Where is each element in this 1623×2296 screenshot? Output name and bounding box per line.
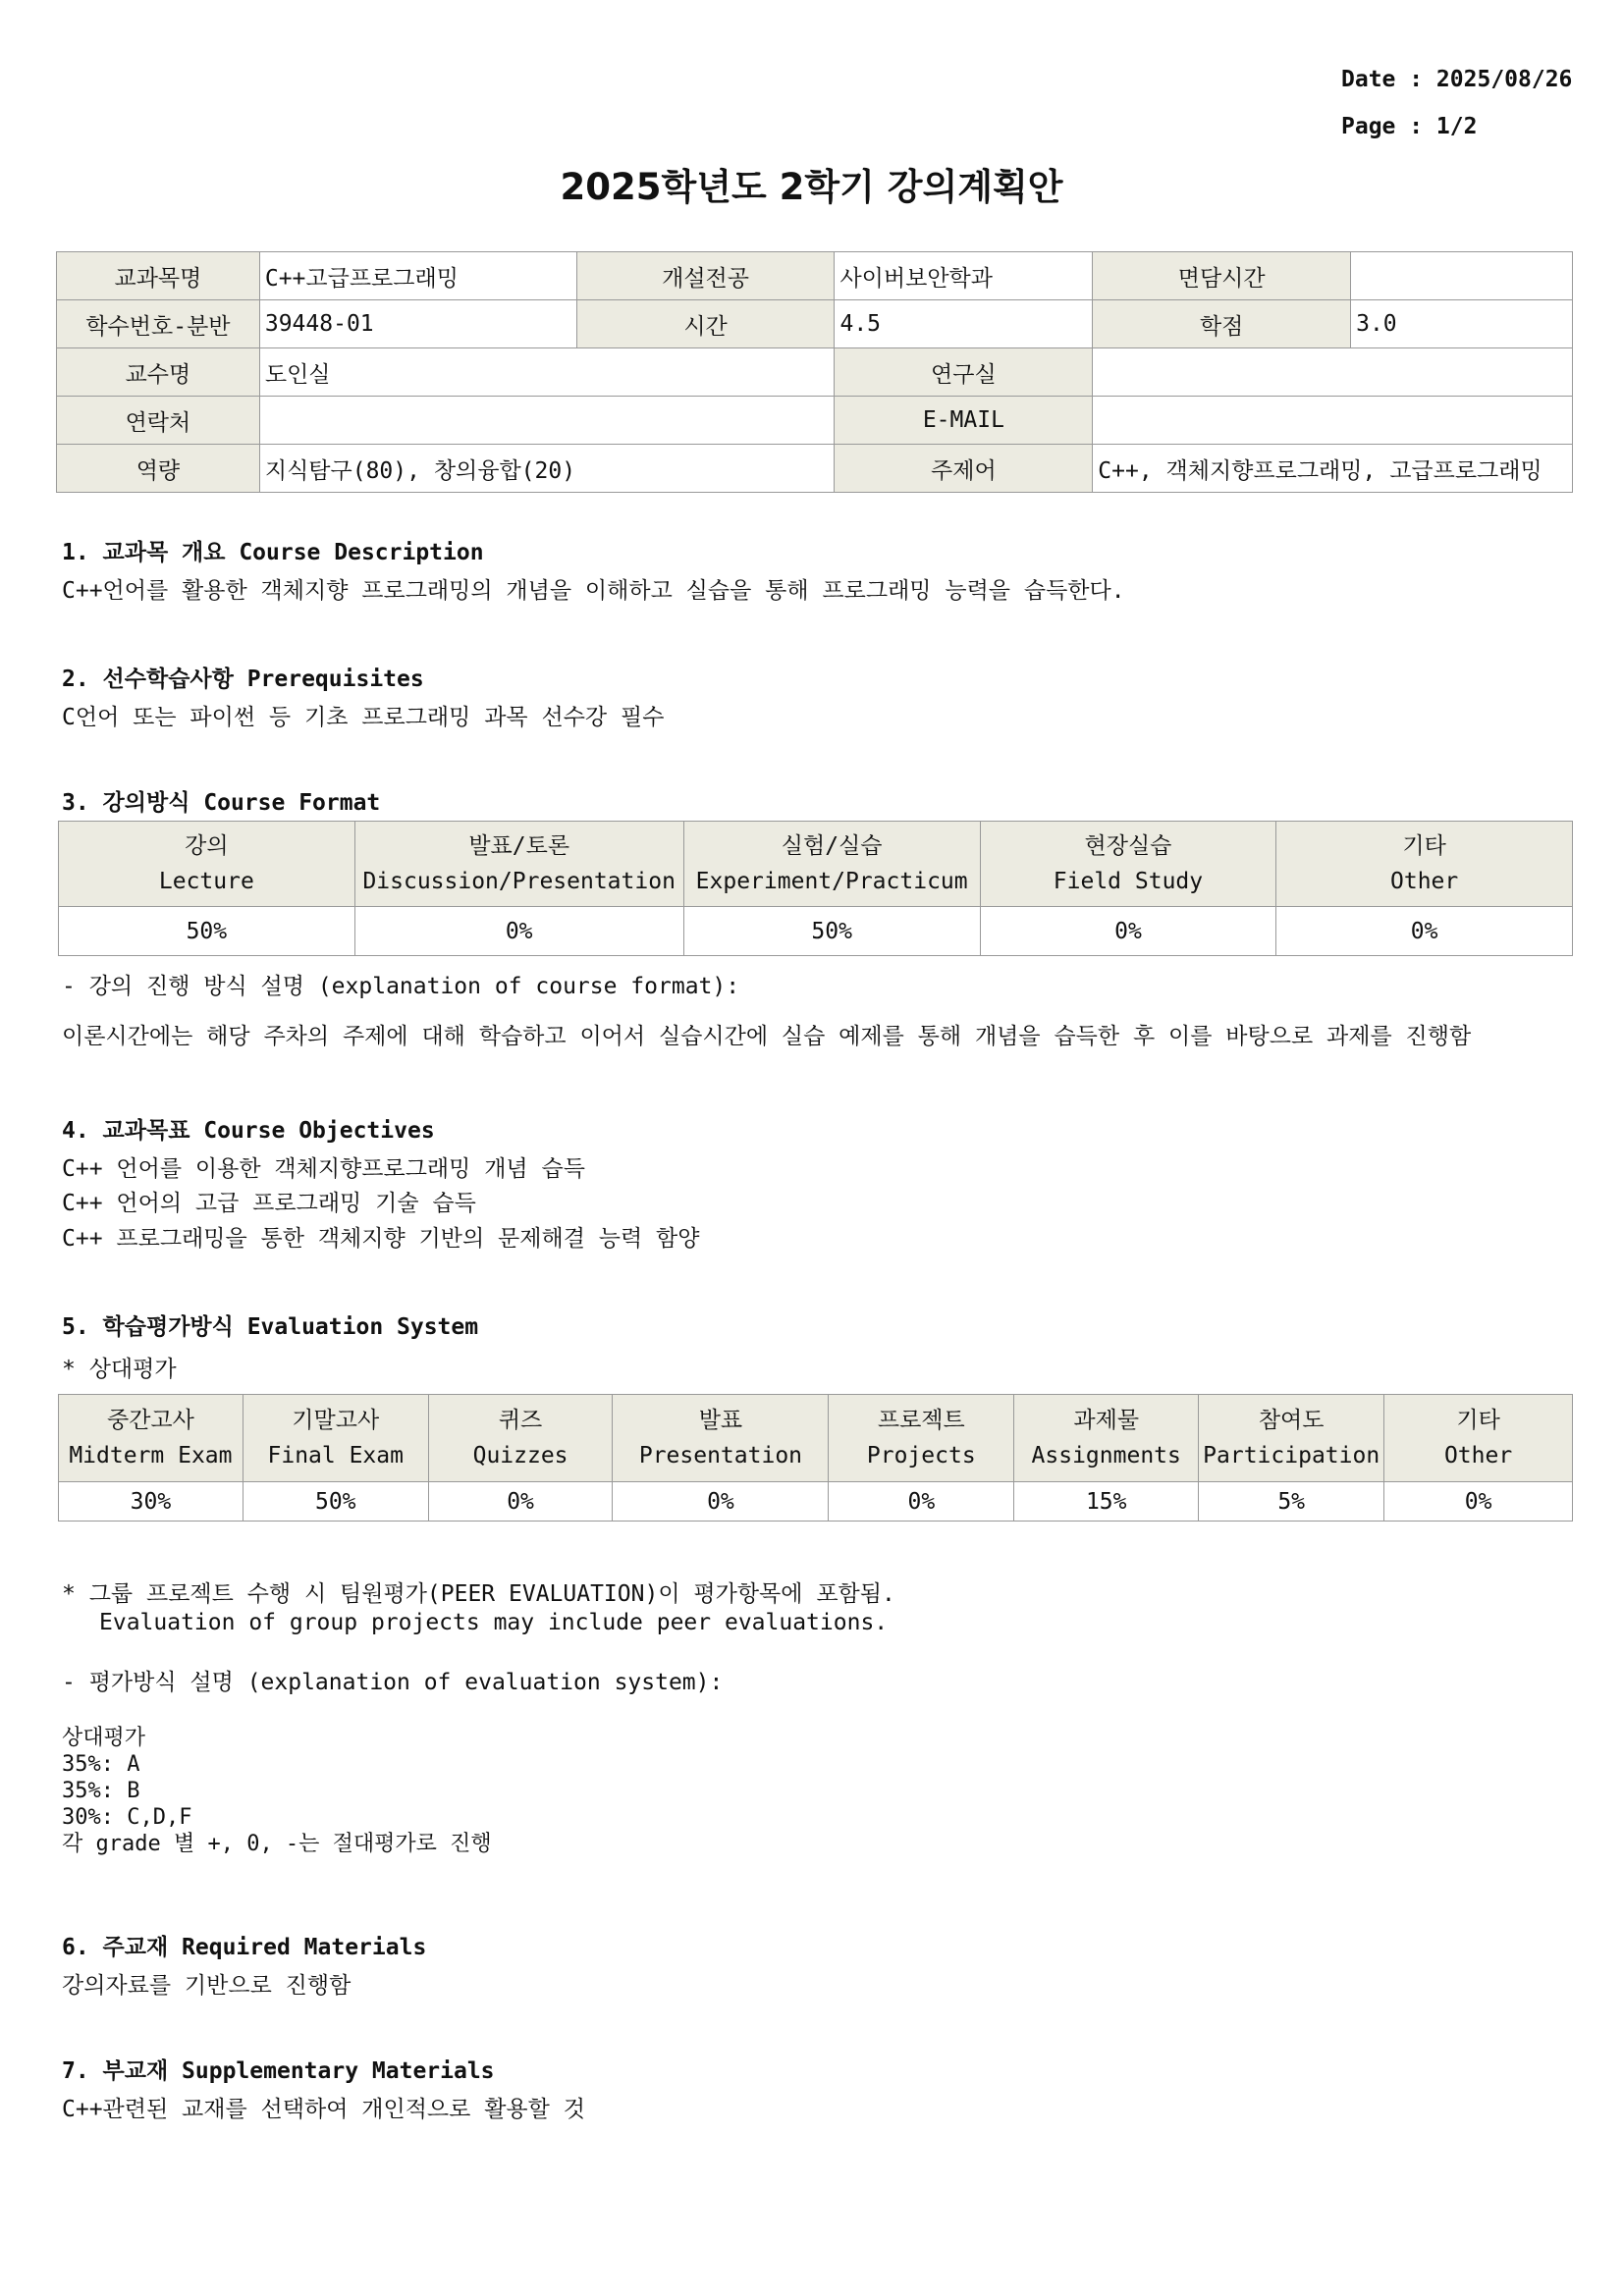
info-row [57,397,1573,445]
office-hours [1351,252,1573,300]
dept: 사이버보안학과 [835,252,1093,300]
office-label: 연구실 [835,348,1093,397]
format-explain-label: - 강의 진행 방식 설명 (explanation of course format): [62,974,740,999]
evaluation-value: 15% [1014,1482,1199,1522]
section-7-body: C++관련된 교재를 선택하여 개인적으로 활용할 것 [62,2097,585,2122]
hours: 4.5 [835,300,1093,348]
course-name: C++고급프로그래밍 [259,252,576,300]
evaluation-header: 기말고사 Final Exam [243,1395,428,1482]
page-number: Page : 1/2 [1341,114,1478,139]
format-header: 강의 Lecture [59,822,355,907]
evaluation-value-row [59,1482,1573,1522]
section-2-heading: 2. 선수학습사항 Prerequisites [62,667,424,692]
section-2-body: C언어 또는 파이썬 등 기초 프로그래밍 과목 선수강 필수 [62,705,665,730]
contact-label: 연락처 [57,397,260,445]
evaluation-header: 참여도 Participation [1199,1395,1384,1482]
evaluation-value: 5% [1199,1482,1384,1522]
format-value-row [59,907,1573,956]
course-no: 39448-01 [259,300,576,348]
section-7-heading: 7. 부교재 Supplementary Materials [62,2058,495,2084]
evaluation-header: 중간고사 Midterm Exam [59,1395,243,1482]
evaluation-value: 0% [829,1482,1014,1522]
email [1093,397,1573,445]
format-header-row [59,822,1573,907]
evaluation-value: 30% [59,1482,243,1522]
hours-label: 시간 [576,300,835,348]
format-value: 0% [354,907,683,956]
section-1-body: C++언어를 활용한 객체지향 프로그래밍의 개념을 이해하고 실습을 통해 프로그래밍 능력을 습득한다. [62,578,1125,604]
professor: 도인실 [259,348,835,397]
info-row [57,445,1573,493]
section-4-heading: 4. 교과목표 Course Objectives [62,1118,435,1144]
evaluation-explain-label: - 평가방식 설명 (explanation of evaluation system): [62,1670,724,1695]
section-5-heading: 5. 학습평가방식 Evaluation System [62,1314,479,1340]
keywords: C++, 객체지향프로그래밍, 고급프로그래밍 [1093,445,1573,493]
evaluation-header: 퀴즈 Quizzes [428,1395,613,1482]
evaluation-value: 0% [1384,1482,1573,1522]
format-explain: 이론시간에는 해당 주차의 주제에 대해 학습하고 이어서 실습시간에 실습 예제를 통해 개념을 습득한 후 이를 바탕으로 과제를 진행함 [62,1024,1472,1049]
page-title: 2025학년도 2학기 강의계획안 [560,166,1063,208]
contact [259,397,835,445]
office [1093,348,1573,397]
course-info-table [56,251,1573,493]
format-value: 50% [59,907,355,956]
evaluation-note: * 상대평가 [62,1357,177,1382]
competency: 지식탐구(80), 창의융합(20) [259,445,835,493]
peer-evaluation-note: * 그룹 프로젝트 수행 시 팀원평가(PEER EVALUATION)이 평가항목에 포함됨. [62,1581,895,1607]
grading-scheme: 상대평가 35%: A 35%: B 30%: C,D,F 각 grade 별 +, 0, -는 절대평가로 진행 [62,1726,492,1856]
format-header: 발표/토론 Discussion/Presentation [354,822,683,907]
objective-item: C++ 프로그래밍을 통한 객체지향 기반의 문제해결 능력 함양 [62,1226,700,1252]
course-name-label: 교과목명 [57,252,260,300]
evaluation-header: 기타 Other [1384,1395,1573,1482]
evaluation-header: 과제물 Assignments [1014,1395,1199,1482]
section-1-heading: 1. 교과목 개요 Course Description [62,540,484,565]
evaluation-table [58,1394,1573,1522]
doc-date: Date : 2025/08/26 [1341,67,1573,92]
format-value: 0% [980,907,1276,956]
format-header: 현장실습 Field Study [980,822,1276,907]
format-value: 50% [683,907,980,956]
evaluation-header: 프로젝트 Projects [829,1395,1014,1482]
evaluation-value: 0% [613,1482,829,1522]
keywords-label: 주제어 [835,445,1093,493]
section-6-body: 강의자료를 기반으로 진행함 [62,1973,352,1999]
format-header: 실험/실습 Experiment/Practicum [683,822,980,907]
objective-item: C++ 언어의 고급 프로그래밍 기술 습득 [62,1191,476,1216]
credits: 3.0 [1351,300,1573,348]
evaluation-header: 발표 Presentation [613,1395,829,1482]
section-3-heading: 3. 강의방식 Course Format [62,790,381,816]
info-row [57,252,1573,300]
evaluation-value: 0% [428,1482,613,1522]
format-header: 기타 Other [1276,822,1573,907]
section-6-heading: 6. 주교재 Required Materials [62,1935,427,1960]
evaluation-value: 50% [243,1482,428,1522]
course-format-table [58,821,1573,956]
email-label: E-MAIL [835,397,1093,445]
peer-evaluation-note-en: Evaluation of group projects may include peer evaluations. [99,1610,889,1635]
credits-label: 학점 [1093,300,1351,348]
format-value: 0% [1276,907,1573,956]
dept-label: 개설전공 [576,252,835,300]
office-hours-label: 면담시간 [1093,252,1351,300]
evaluation-header-row [59,1395,1573,1482]
competency-label: 역량 [57,445,260,493]
course-no-label: 학수번호-분반 [57,300,260,348]
info-row [57,300,1573,348]
objective-item: C++ 언어를 이용한 객체지향프로그래밍 개념 습득 [62,1156,585,1182]
professor-label: 교수명 [57,348,260,397]
info-row [57,348,1573,397]
